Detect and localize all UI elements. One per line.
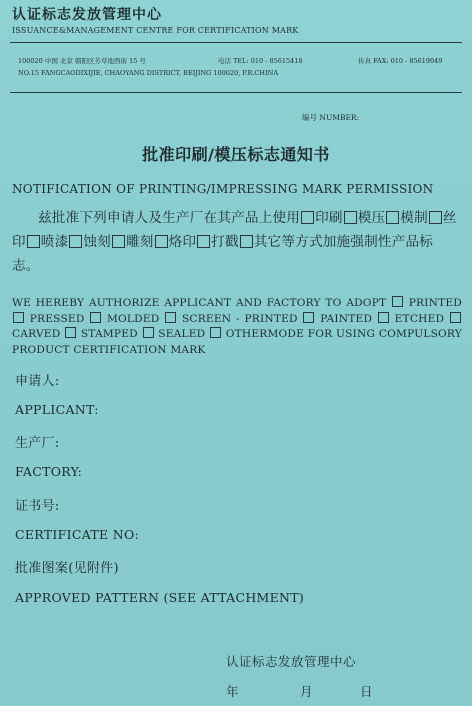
option-molded: MOLDED — [107, 312, 160, 325]
telephone: 电话 TEL: 010 - 85615418 — [218, 57, 303, 65]
checkbox-stamp-cn[interactable] — [197, 235, 210, 248]
option-screen-cn: 丝印 — [12, 210, 457, 250]
checkbox-print-cn[interactable] — [301, 211, 314, 224]
checkbox-printed[interactable] — [392, 296, 403, 307]
org-name-cn: 认证标志发放管理中心 — [12, 7, 162, 23]
checkbox-pressed[interactable] — [13, 312, 24, 323]
checkbox-other-cn[interactable] — [240, 235, 253, 248]
checkbox-etched[interactable] — [378, 312, 389, 323]
option-paint-cn: 喷漆 — [40, 234, 69, 250]
option-burn-cn: 烙印 — [168, 234, 197, 250]
checkbox-etch-cn[interactable] — [69, 235, 82, 248]
option-mold-press-cn: 模压 — [357, 210, 386, 226]
day-label: 日 — [360, 684, 373, 699]
option-stamped: STAMPED — [80, 328, 138, 340]
factory-label-cn: 生产厂: — [15, 436, 60, 451]
option-etch-cn: 蚀刻 — [83, 234, 111, 250]
option-mold-cn: 模制 — [400, 210, 428, 226]
certificate-label-cn: 证书号: — [15, 499, 60, 514]
checkbox-mold-press-cn[interactable] — [344, 211, 357, 224]
cn-intro: 兹批准下列申请人及生产厂在其产品上使用 — [38, 210, 301, 226]
org-name-en: ISSUANCE&MANAGEMENT CENTRE FOR CERTIFICATION MARK — [12, 26, 299, 35]
checkbox-carved[interactable] — [450, 312, 461, 323]
option-sealed: SEALED — [158, 328, 206, 340]
option-stamp-cn: 打戳 — [211, 234, 239, 250]
pattern-label-en: APPROVED PATTERN (SEE ATTACHMENT) — [15, 590, 305, 605]
checkbox-sealed[interactable] — [143, 327, 154, 338]
applicant-label-en: APPLICANT: — [15, 402, 99, 417]
en-intro: WE HEREBY AUTHORIZE APPLICANT AND FACTORY TO ADOPT — [12, 297, 387, 309]
title-cn: 批准印刷/模压标志通知书 — [142, 145, 330, 164]
number-label: 编号 NUMBER: — [302, 113, 360, 122]
checkbox-carve-cn[interactable] — [112, 235, 125, 248]
applicant-label-cn: 申请人: — [15, 374, 60, 389]
year-label: 年 — [226, 684, 239, 699]
month-label: 月 — [300, 684, 313, 699]
option-screen-printed: SCREEN - PRINTED — [181, 312, 298, 325]
checkbox-paint-cn[interactable] — [27, 235, 40, 248]
factory-label-en: FACTORY: — [15, 464, 83, 479]
authorization-text-en — [12, 296, 462, 358]
option-carve-cn: 雕刻 — [125, 234, 154, 250]
option-print-cn: 印刷 — [315, 210, 343, 226]
checkbox-molded[interactable] — [90, 312, 101, 323]
option-pressed: PRESSED — [29, 312, 85, 325]
checkbox-mold-cn[interactable] — [386, 211, 399, 224]
fax: 传真 FAX: 010 - 85619049 — [358, 57, 443, 65]
checkbox-screen-cn[interactable] — [429, 211, 442, 224]
checkbox-othermode[interactable] — [210, 327, 221, 338]
checkbox-stamped[interactable] — [65, 327, 76, 338]
header-divider-top — [10, 42, 462, 43]
option-other-cn: 其它等方式加施强制性产品标志。 — [12, 234, 434, 274]
authorization-text-cn — [12, 206, 460, 278]
address-cn: 100020 中国 北京 朝阳区芳草地西街 15 号 — [18, 57, 146, 65]
option-printed: PRINTED — [408, 297, 462, 309]
checkbox-painted[interactable] — [303, 312, 314, 323]
option-painted: PAINTED — [320, 312, 373, 325]
option-carved: CARVED — [12, 328, 61, 340]
title-en: NOTIFICATION OF PRINTING/IMPRESSING MARK PERMISSION — [12, 182, 434, 196]
checkbox-burn-cn[interactable] — [155, 235, 168, 248]
option-othermode: OTHERMODE FOR USING COMPULSORY PRODUCT CERTIFICATION MARK — [12, 328, 462, 356]
option-etched: ETCHED — [394, 312, 445, 325]
certificate-label-en: CERTIFICATE NO: — [15, 527, 140, 542]
header-divider-bottom — [10, 92, 462, 93]
pattern-label-cn: 批准图案(见附件) — [15, 561, 119, 576]
checkbox-screen-printed[interactable] — [165, 312, 176, 323]
signature-organization: 认证标志发放管理中心 — [226, 654, 357, 669]
address-en: NO.15 FANGCAODIXIJIE, CHAOYANG DISTRICT, BEIJING 100020, P.R.CHINA — [18, 69, 279, 77]
